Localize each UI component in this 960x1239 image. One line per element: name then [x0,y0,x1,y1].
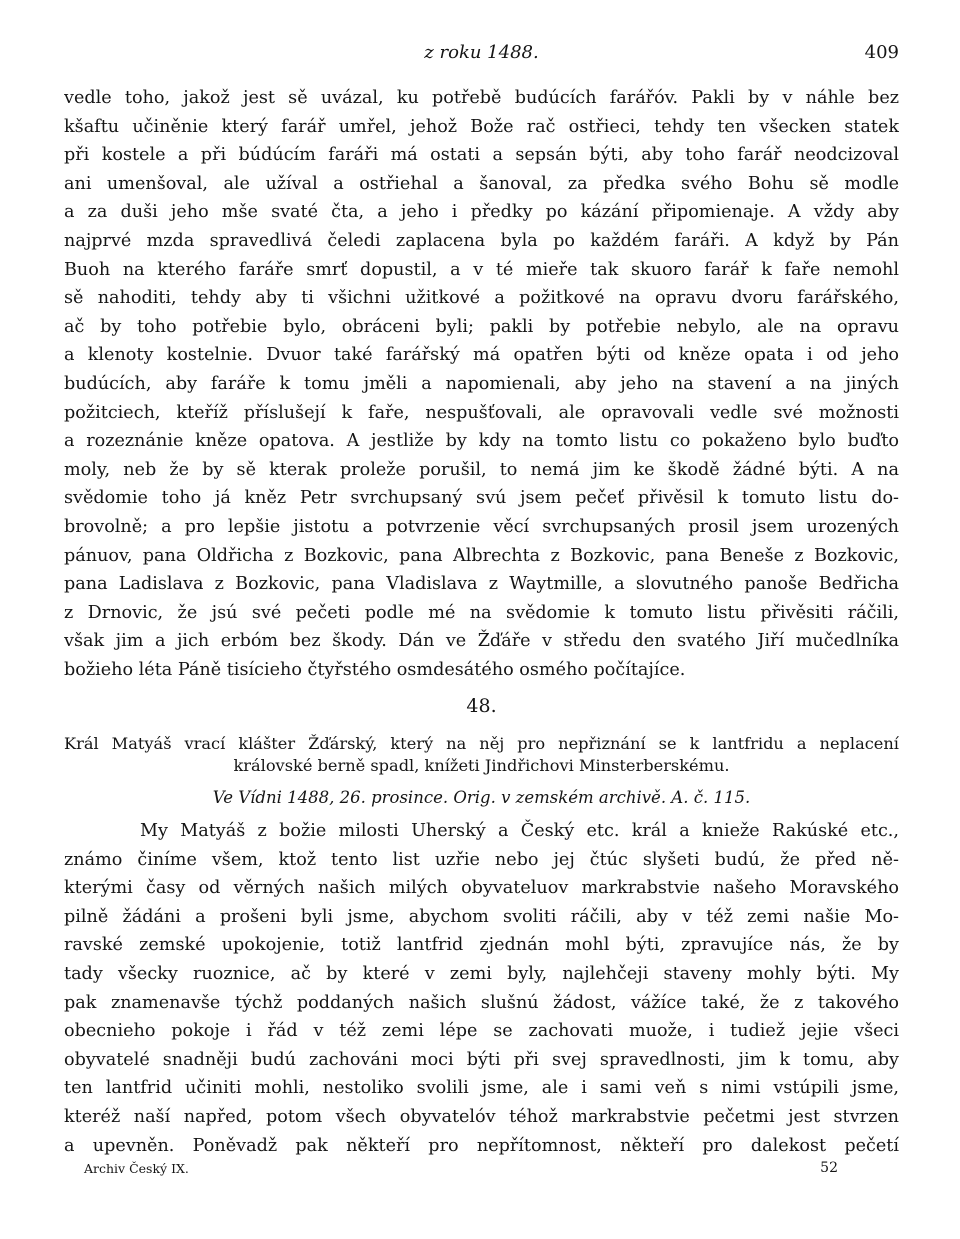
paragraph-bottom [64,817,899,1160]
text-line: ač by toho potřebie bylo, obráceni byli; pakli by potřebie nebylo, ale na opravu [64,316,899,337]
text-line: vedle toho, jakož jest sě uvázal, ku potřebě budúcích farářóv. Pakli by v náhle bez [64,88,899,108]
text-line: moly, neb že by sě kterak proleže porušil, to nemá jim ke škodě žádné býti. A na [64,459,899,480]
text-line: brovolně; a pro lepšie jistotu a potvrzenie věcí svrchupsaných prosil jsem urozených [64,516,899,537]
text-line: My Matyáš z božie milosti Uherský a Český etc. král a knieže Rakúské etc., [140,821,899,841]
running-head [64,40,899,66]
source-note: Ve Vídni 1488, 26. prosince. Orig. v zemském archivě. A. č. 115. [212,788,751,807]
text-line: z Drnovic, že jsú své pečeti podle mé na svědomie k tomuto listu přivěsiti ráčili, [64,602,899,623]
text-line: známo činíme všem, ktož tento list uzřie nebo jej čtúc slyšeti budú, že před ně- [64,849,899,870]
page-number: 409 [864,42,899,63]
text-line: božieho léta Páně tisícieho čtyřstého osmdesátého osmého počítajíce. [64,659,686,680]
text-line: Buoh na kterého faráře smrť dopustil, a v té mieře tak skuoro farář k faře nemohl [64,259,899,280]
text-line: najprvé mzda spravedlivá čeledi zaplacena byla po každém faráři. A když by Pán [64,230,899,251]
text-line: kterými časy od věrných našich milých obyvateluov markrabstvie našeho Moravského [64,878,899,899]
text-line: pilně žádáni a prošeni byli jsme, abychom svoliti ráčili, aby v též zemi našie Mo- [64,906,899,927]
document-regest [64,733,899,777]
text-line: a upevněn. Poněvadž pak někteří pro nepřítomnost, někteří pro dalekost pečetí [64,1135,899,1156]
text-line: sě nahoditi, tehdy aby ti všichni užitkové a požitkové na opravu dvoru farářského, [64,288,899,309]
text-line: svědomie toho já kněz Petr svrchupsaný svú jsem pečeť přivěsil k tomuto listu do- [64,488,899,509]
text-line: pak znamenavše týchž poddaných našich slušnú žádost, vážíce také, že z takového [64,992,899,1013]
text-line: a rozeznánie kněze opatova. A jestliže by kdy na tomto listu co pokaženo bylo buďto [64,431,899,452]
text-line: ani umenšoval, ale užíval a ostřiehal a šanoval, za předka svého Bohu sě modle [64,173,899,194]
page-footer [84,1161,838,1181]
paragraph-top [64,84,899,684]
text-line: budúcích, aby faráře k tomu jměli a napomienali, aby jeho na stavení a na jiných [64,373,899,394]
regest-line: Král Matyáš vrací klášter Žďárský, který na něj pro nepřiznání se k lantfridu a neplacení [64,734,899,753]
text-line: a klenoty kostelnie. Dvuor také farářský má opatřen býti od kněze opata i od jeho [64,345,899,366]
text-line: kteréž naší napřed, potom všech obyvatelóv téhož markrabstvie pečetmi jest stvrzen [64,1106,899,1127]
text-line: při kostele a při búdúcím faráři má ostati a sepsán býti, aby toho farář neodcizoval [64,145,899,166]
text-line: a za duši jeho mše svaté čta, a jeho i předky po kázání připomienaje. A vždy aby [64,202,899,223]
text-line: obyvatelé snadněji budú zachováni moci býti při svej spravedlnosti, jim k tomu, aby [64,1049,899,1070]
running-title: z roku 1488. [424,42,539,63]
text-line: pana Ladislava z Bozkovic, pana Vladislava z Waytmille, a slovutného panoše Bedřicha [64,574,899,595]
text-line: požitciech, kteříž příslušejí k faře, nespušťovali, ale opravovali vedle své možnosti [64,402,899,423]
text-line: ravské zemské upokojenie, totiž lantfrid zjednán mohl býti, zpravujíce nás, že by [64,935,899,956]
text-line: tady všecky ruoznice, ač by které v zemi byly, najlehčeji staveny mohly býti. My [64,963,899,984]
text-line: pánuov, pana Oldřicha z Bozkovic, pana Albrechta z Bozkovic, pana Beneše z Bozkovic, [64,545,899,566]
regest-line: královské berně spadl, knížeti Jindřichovi Minsterberskému. [233,756,730,775]
footer-sheet-number: 52 [820,1160,838,1176]
text-line: obecnieho pokoje i řád v též zemi lépe se zachovati muože, i tudiež jejie všeci [64,1021,899,1042]
document-number: 48. [466,695,497,717]
text-line: kšaftu učiněnie který farář umřel, jehož Bože rač ostřieci, tehdy ten všecken statek [64,116,899,137]
text-line: ten lantfrid učiniti mohli, nestoliko svolili jsme, ale i sami veň s nimi vstúpili jsme, [64,1078,899,1099]
text-line: však jim a jich erbóm bez škody. Dán ve Žďáře v středu den svatého Jiří mučedlníka [64,631,899,652]
footer-signature: Archiv Český IX. [84,1161,189,1176]
